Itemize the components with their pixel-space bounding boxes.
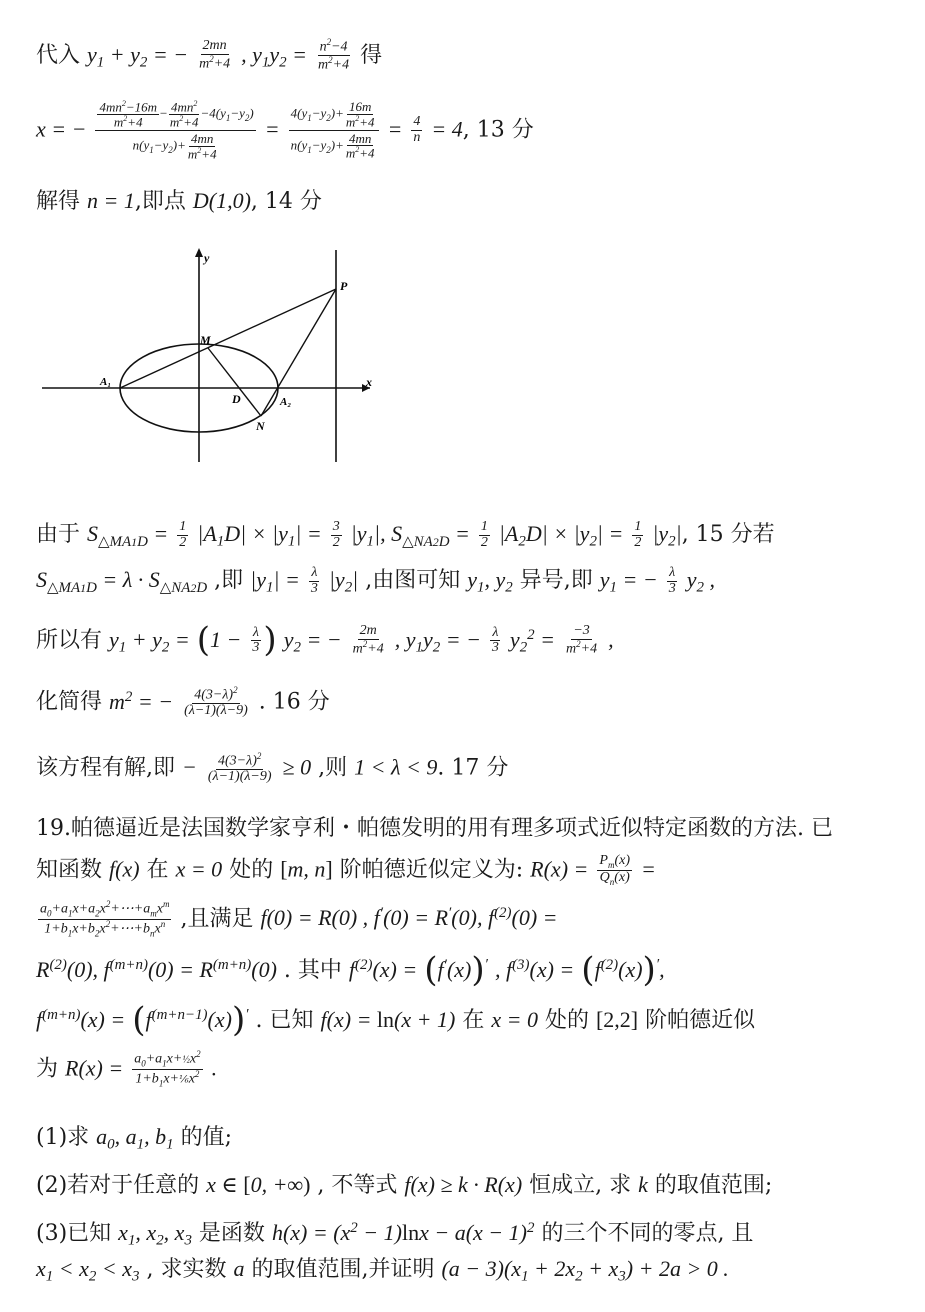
- text-p4a: . 其中: [283, 957, 342, 983]
- problem-19-line-1: [36, 816, 833, 842]
- text-q3: (3)已知: [36, 1221, 112, 1247]
- text-q2d: 的取值范围;: [654, 1173, 773, 1198]
- question-3-line-2: $x_1 < x_2 < x_3$ , 求实数 a 的取值范围,并证明 $(a - 3)(x_1 + 2x_2 + x_3) + 2a > 0$ .: [36, 1256, 729, 1285]
- problem-19-line-6: 为 R(x) = $\frac{a_0+a_1x+\frac{1}{2}x^2}{1+b_1x+\frac{1}{6}x^2}$ .: [36, 1049, 218, 1089]
- text-p2c: 处的: [229, 857, 274, 883]
- text-q2b: , 不等式: [317, 1173, 398, 1198]
- problem-19-line-5: $f^{(m+n)}(x) = (f^{(m+n-1)}(x))'$ . 已知 f(x) = ln(x + 1) 在 x = 0 处的 [2,2] 阶帕德近似: [36, 1000, 756, 1040]
- text-p5a: . 已知: [255, 1007, 314, 1033]
- text-p2a: 知函数: [36, 857, 103, 883]
- y-arrow: [195, 248, 203, 257]
- text-q2c: 恒成立, 求: [529, 1173, 632, 1198]
- problem-19-intro: 19.帕德逼近是法国数学家亨利・帕德发明的用有理多项式近似特定函数的方法. 已: [36, 816, 833, 841]
- text-then: ,则: [318, 755, 348, 781]
- label-P: P: [340, 279, 348, 293]
- label-A2: A₂: [280, 396, 292, 408]
- score-14: , 14 分: [250, 189, 322, 214]
- text-so: 所以有: [36, 627, 103, 653]
- text-p5b: 在: [462, 1007, 485, 1033]
- label-N: N: [256, 419, 265, 433]
- score-13: , 13 分: [462, 117, 534, 143]
- text-p2d: 阶帕德近似定义为:: [339, 857, 524, 883]
- text-opposite-sign: 异号,即: [519, 568, 593, 594]
- text-q3c: 的三个不同的零点, 且: [541, 1221, 754, 1247]
- label-M: M: [200, 333, 211, 347]
- text-p3a: ,且满足: [180, 906, 254, 932]
- score-16: . 16 分: [258, 689, 330, 715]
- text-p5c: 处的: [544, 1007, 589, 1033]
- text-solve: 解得: [36, 189, 81, 214]
- score-15: , 15 分若: [681, 522, 775, 548]
- text-q3b: 是函数: [198, 1221, 265, 1247]
- eq-line-3: 解得 n = 1,即点 D(1,0), 14 分: [36, 188, 322, 214]
- text-q3d: , 求实数: [146, 1257, 227, 1282]
- score-17: . 17 分: [437, 755, 509, 781]
- text-p6a: 为: [36, 1056, 59, 1082]
- eq-line-6: 所以有 $y_1 + y_2 = (1$ − $\frac{\lambda}{3}$ ) $y_2$ = − $\frac{2m}{m^2+4}$ , $y_1y_2$ = − $\frac{\lambda}{3}$ $y_2^2$ = $\frac{-3}{m^2+4}$ ,: [36, 620, 614, 660]
- question-3-line-1: (3)已知 $x_1$, $x_2$, $x_3$ 是函数 $h(x) = (x^2 - 1)\ln x - a(x - 1)^2$ 的三个不同的零点, 且: [36, 1220, 754, 1249]
- text-de: 得: [360, 42, 383, 68]
- text-q3e: 的取值范围,并证明: [251, 1257, 435, 1282]
- text-p2b: 在: [146, 857, 169, 883]
- ellipse-figure: [36, 244, 386, 464]
- label-D: D: [232, 392, 241, 406]
- eq-line-2: x = − $\frac{4mn^2-16m}{m^2+4}$ − $\frac{4mn^2}{m^2+4}$ $-4(y_1-y_2)$ $n(y_1-y_2)+$ $\frac{4mn}{m^2+4}$ = $4(y_1-y_2)+$ $\frac{16m}{m^2+4}$ $n(y_1-y_2)+$ $\frac{4mn}{m^2+4}$ = $\frac{4}{n}$ = 4, 13 分: [36, 99, 534, 161]
- text-substitute: 代入: [36, 42, 81, 68]
- label-x: x: [366, 375, 372, 389]
- eq-line-1: 代入 $y_1 + y_2$ = − $\frac{2mn}{m^2+4}$ , $y_1y_2$ = $\frac{n^2-4}{m^2+4}$ 得: [36, 37, 383, 73]
- eq-line-7: 化简得 $m^2$ = − $\frac{4(3-\lambda)^2}{(\lambda-1)(\lambda-9)}$ . 16 分: [36, 685, 330, 719]
- problem-19-line-4: $R^{(2)}(0)$, $f^{(m+n)}(0) = R^{(m+n)}(0)$ . 其中 $f^{(2)}(x) = (f'(x))'$ , $f^{(3)}(x) = (f^{(2)}(x))'$,: [36, 950, 665, 990]
- eq-line-8: 该方程有解,即 − $\frac{4(3-\lambda)^2}{(\lambda-1)(\lambda-9)}$ ≥ 0 ,则 1 < λ < 9. 17 分: [36, 751, 509, 785]
- text-from-figure: ,由图可知: [365, 568, 461, 594]
- label-y: y: [204, 251, 210, 265]
- text-p5d: 阶帕德近似: [645, 1007, 756, 1033]
- text-q2: (2)若对于任意的: [36, 1173, 200, 1198]
- question-1: (1)求 $a_0$, $a_1$, $b_1$ 的值;: [36, 1124, 233, 1153]
- text-ie: ,即: [214, 568, 244, 594]
- text-point: ,即点: [134, 189, 186, 214]
- problem-19-line-2: 知函数 f(x) 在 x = 0 处的 [m, n] 阶帕德近似定义为: R(x) = $\frac{P_m(x)}{Q_n(x)}$ =: [36, 853, 656, 888]
- question-2: (2)若对于任意的 x ∈ [0, +∞) , 不等式 f(x) ≥ k · R(x) 恒成立, 求 k 的取值范围;: [36, 1172, 773, 1198]
- text-simplify: 化简得: [36, 689, 103, 715]
- text-since: 由于: [36, 522, 81, 548]
- line-P-N: [261, 289, 336, 416]
- text-q1: (1)求: [36, 1125, 90, 1150]
- problem-19-line-3: $\frac{a_0+a_1x+a_2x^2+\cdots+a_mx^m}{1+b_1x+b_2x^2+\cdots+b_nx^n}$ ,且满足 f(0) = R(0) , f′(0) = R′(0), $f^{(2)}(0)$ =: [40, 899, 558, 939]
- label-A1: A₁: [100, 376, 112, 388]
- eq-line-4: 由于 $S_{\triangle MA1D}$ = $\frac{1}{2}$ $|A_1D| \times |y_1|$ = $\frac{3}{2}$ $|y_1|$, $S_{\triangle NA2D}$ = $\frac{1}{2}$ $|A_2D| \times |y_2|$ = $\frac{1}{2}$ $|y_2|$, 15 分若: [36, 519, 775, 550]
- text-q1b: 的值;: [180, 1125, 233, 1150]
- eq-line-5: $S_{\triangle MA1D} = \lambda \cdot S_{\triangle NA2D}$ ,即 $|y_1|$ = $\frac{\lambda}{3}$ $|y_2|$ ,由图可知 $y_1$, $y_2$ 异号,即 $y_1$ = − $\frac{\lambda}{3}$ $y_2$ ,: [36, 565, 715, 596]
- text-has-solution: 该方程有解,即: [36, 755, 175, 781]
